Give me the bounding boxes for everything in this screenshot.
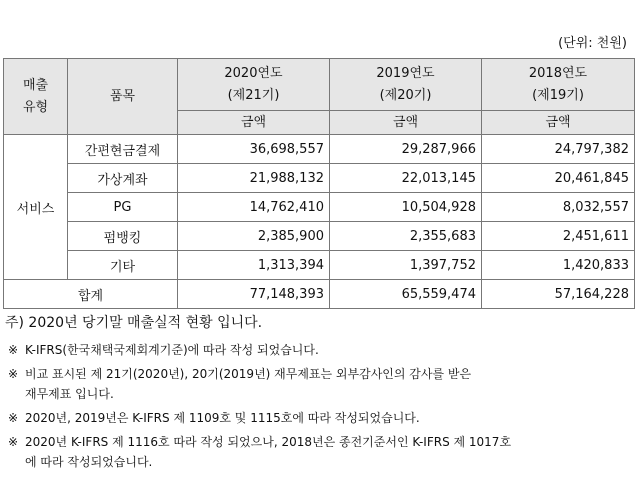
value-cell: 2,451,611 <box>482 222 635 251</box>
header-period-label: (제19기) <box>532 87 584 103</box>
item-cell: 기타 <box>68 251 178 280</box>
table-row <box>4 251 635 280</box>
header-period-label: (제21기) <box>227 87 280 103</box>
header-year-2020 <box>178 59 330 111</box>
note-item <box>5 340 635 360</box>
header-sales-type-line1: 매출 <box>22 77 49 93</box>
value-cell: 29,287,966 <box>330 135 482 164</box>
value-cell: 21,988,132 <box>178 164 330 193</box>
table-row <box>4 135 635 164</box>
header-amount: 금액 <box>330 111 482 135</box>
total-value: 77,148,393 <box>178 280 330 309</box>
header-year-2018 <box>482 59 635 111</box>
total-label: 합계 <box>4 280 178 309</box>
table-row <box>4 222 635 251</box>
total-value: 57,164,228 <box>482 280 635 309</box>
note-mark: ※ <box>8 435 19 449</box>
header-amount: 금액 <box>482 111 635 135</box>
note-text <box>25 432 635 472</box>
header-sales-type-line2: 유형 <box>22 99 49 115</box>
value-cell: 2,385,900 <box>178 222 330 251</box>
header-sales-type <box>4 59 68 135</box>
table-row <box>4 193 635 222</box>
header-period-label: (제20기) <box>379 87 432 103</box>
note-item <box>5 364 635 404</box>
item-cell: 간편현금결제 <box>68 135 178 164</box>
value-cell: 20,461,845 <box>482 164 635 193</box>
note-line: 2020년 K-IFRS 제 1116호 따라 작성 되었으나, 2018년은 종전기준서인 K-IFRS 제 1017호 <box>25 435 512 449</box>
header-year-label: 2020연도 <box>224 65 283 81</box>
header-item: 품목 <box>68 59 178 135</box>
note-mark: ※ <box>8 343 19 357</box>
note-line: 재무제표 입니다. <box>25 387 114 401</box>
value-cell: 36,698,557 <box>178 135 330 164</box>
value-cell: 24,797,382 <box>482 135 635 164</box>
total-row <box>4 280 635 309</box>
value-cell: 8,032,557 <box>482 193 635 222</box>
value-cell: 1,420,833 <box>482 251 635 280</box>
value-cell: 22,013,145 <box>330 164 482 193</box>
value-cell: 14,762,410 <box>178 193 330 222</box>
value-cell: 2,355,683 <box>330 222 482 251</box>
header-year-label: 2019연도 <box>376 65 435 81</box>
note-line: 비교 표시된 제 21기(2020년), 20기(2019년) 재무제표는 외부감사인의 감사를 받은 <box>25 367 472 381</box>
note-mark: ※ <box>8 411 19 425</box>
unit-label: (단위: 천원) <box>558 36 627 51</box>
note-mark: ※ <box>8 367 19 381</box>
header-amount: 금액 <box>178 111 330 135</box>
table-row <box>4 164 635 193</box>
note-text <box>25 364 635 404</box>
value-cell: 1,397,752 <box>330 251 482 280</box>
value-cell: 10,504,928 <box>330 193 482 222</box>
note-line: 에 따라 작성되었습니다. <box>25 455 153 469</box>
header-year-label: 2018연도 <box>528 65 588 81</box>
notes-heading: 주) 2020년 당기말 매출실적 현황 입니다. <box>5 315 263 331</box>
note-item <box>5 408 635 428</box>
item-cell: PG <box>68 193 178 222</box>
header-year-2019 <box>330 59 482 111</box>
item-cell: 가상계좌 <box>68 164 178 193</box>
category-cell: 서비스 <box>4 135 68 280</box>
total-value: 65,559,474 <box>330 280 482 309</box>
value-cell: 1,313,394 <box>178 251 330 280</box>
note-text: 2020년, 2019년은 K-IFRS 제 1109호 및 1115호에 따라 작성되었습니다. <box>25 411 420 425</box>
item-cell: 펌뱅킹 <box>68 222 178 251</box>
sales-table <box>3 58 635 309</box>
note-text: K-IFRS(한국채택국제회계기준)에 따라 작성 되었습니다. <box>25 343 319 357</box>
notes-section <box>5 313 635 476</box>
note-item <box>5 432 635 472</box>
